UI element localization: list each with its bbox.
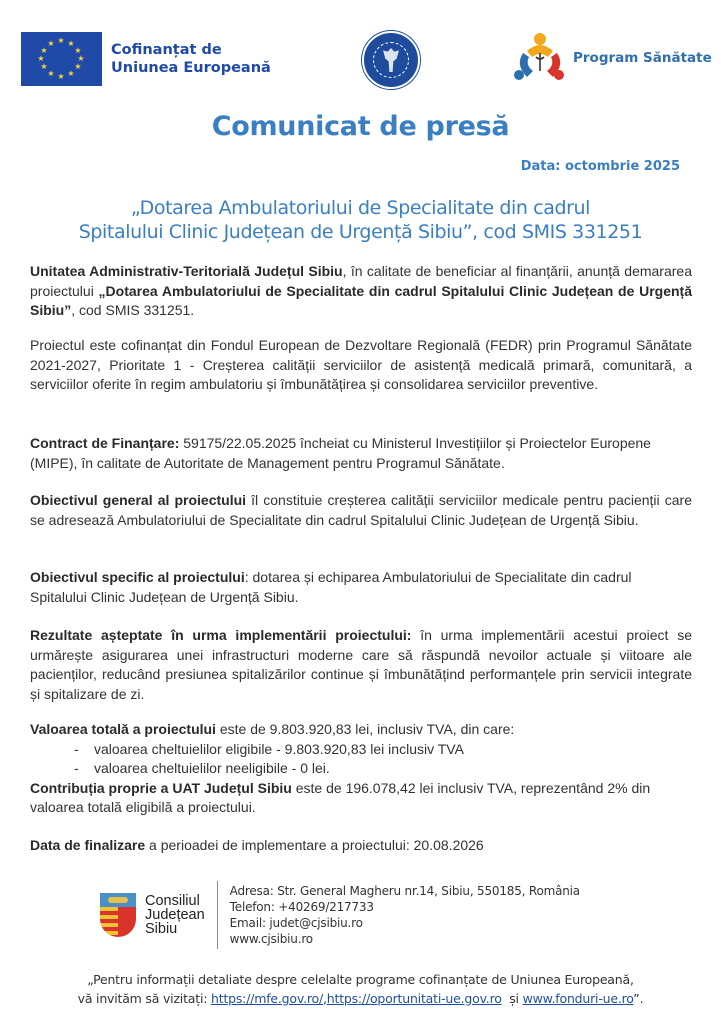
eu-flag-icon: ★ ★ ★ ★ ★ ★ ★ ★ ★ ★ ★ ★ [21, 32, 102, 86]
intro-bold-2: „Dotarea Ambulatoriului de Specialitate din cadrul Spitalului Clinic Județean de Urgență Sibiu” [30, 282, 692, 318]
paragraph-funding [30, 336, 692, 395]
contribution-label: Contribuția proprie a UAT Județul Sibiu [30, 779, 292, 796]
end-date-text: a perioadei de implementare a proiectului: 20.08.2026 [145, 837, 484, 853]
eu-cofinancing-logo [21, 32, 271, 86]
paragraph-contract [30, 434, 692, 473]
closing-line1: „Pentru informații detaliate despre celelalte programe cofinanțate de Uniunea Europeană, [87, 972, 634, 987]
eu-cofinancing-text [111, 41, 271, 77]
project-title-line1: „Dotarea Ambulatoriului de Specialitate din cadrul [130, 197, 591, 219]
link-separator: , [322, 991, 327, 1006]
closing-line2 [0, 989, 721, 1008]
intro-bold-1: Unitatea Administrativ-Teritorială Județul Sibiu [30, 263, 343, 279]
paragraph-specific-objective [30, 568, 692, 607]
general-objective-label: Obiectivul general al proiectului [30, 492, 247, 508]
total-value-label: Valoarea totală a proiectului [30, 721, 216, 737]
paragraph-intro [30, 262, 692, 321]
intro-text-2: , cod SMIS 331251. [71, 302, 195, 318]
total-value-text: este de 9.803.920,83 lei, inclusiv TVA, din care: [215, 721, 515, 737]
program-sanatate-text: Program Sănătate [573, 50, 712, 66]
contribution-text: este de 196.078,42 lei inclusiv TVA, reprezentând 2% din valoarea totală eligibilă a proiectului. [30, 779, 651, 815]
funding-text: Proiectul este cofinanțat din Fondul European de Dezvoltare Regională (FEDR) prin Programul Sănătate 2021-2027, Prioritate 1 - Creșterea calității serviciilor de asistență medicală primară, comunitară, a serviciilor oferite în regim ambulatoriu și îmbunătățirea și consolidarea serviciilor preventive. [30, 337, 692, 392]
eligible-costs-text: valoarea cheltuielilor eligibile - 9.803.920,83 lei inclusiv TVA [94, 740, 464, 757]
paragraph-general-objective [30, 491, 692, 530]
link-oportunitati-ue[interactable]: https://oportunitati-ue.gov.ro [326, 991, 502, 1006]
paragraph-end-date [30, 836, 692, 856]
footer-contact-block [100, 880, 580, 950]
program-sanatate-logo-icon [513, 31, 567, 85]
contract-text: 59175/22.05.2025 încheiat cu Ministerul Investițiilor și Proiectelor Europene (MIPE), în calitate de Autoritate de Management pentru Programul Sănătate. [30, 435, 651, 471]
council-name-line3: Sibiu [145, 921, 178, 937]
paragraph-expected-results [30, 626, 692, 704]
eu-text-line1: Cofinanțat de [111, 42, 222, 58]
dash-bullet-icon: - [74, 740, 79, 757]
project-title-line2: Spitalului Clinic Județean de Urgență Sibiu”, cod SMIS 331251 [78, 221, 643, 243]
council-name-line1: Consiliul [145, 893, 200, 909]
intro-text-1: , în calitate de beneficiar al finanțării, anunță demararea proiectului [30, 263, 692, 299]
closing-suffix: ”. [633, 991, 644, 1006]
dash-bullet-icon: - [74, 760, 79, 776]
contact-phone: Telefon: +40269/217733 [229, 900, 374, 914]
ineligible-costs-text: valoarea cheltuielilor neeligibile - 0 lei. [94, 760, 330, 776]
results-text: în urma implementării acestui proiect se urmărește asigurarea unei infrastructuri moderne care să răspundă nevoilor actuale și viitoare ale pacienților, reducând presiunea spitalizărilor continue și îmbunătățind performanțele prin servicii integrate și spitalizare de zi. [30, 627, 692, 702]
sibiu-coat-of-arms-icon [100, 893, 136, 937]
council-name [145, 894, 205, 936]
results-label: Rezultate așteptate în urma implementării proiectului: [30, 627, 412, 643]
closing-and: și [501, 991, 523, 1006]
vertical-divider [217, 881, 218, 949]
eu-text-line2: Uniunea Europeană [111, 60, 271, 76]
contact-email: Email: judet@cjsibiu.ro [229, 916, 363, 930]
closing-note [0, 970, 721, 1008]
specific-objective-label: Obiectivul specific al proiectului [30, 569, 245, 585]
contribution-line [30, 779, 692, 818]
guvernul-romaniei-seal-icon [362, 31, 420, 89]
header [0, 0, 721, 105]
link-fonduri-ue[interactable]: www.fonduri-ue.ro [522, 991, 634, 1006]
specific-objective-text: : dotarea și echiparea Ambulatoriului de Specialitate din cadrul Spitalului Clinic Județean de Urgență Sibiu. [30, 569, 632, 605]
total-value-line [30, 720, 692, 740]
program-sanatate-logo [513, 31, 712, 85]
page-title: Comunicat de presă [211, 111, 510, 142]
council-name-line2: Județean [145, 907, 205, 923]
contact-details [230, 883, 580, 947]
project-title [0, 196, 721, 244]
general-objective-text: îl constituie creșterea calității serviciilor medicale pentru pacienții care se adresează Ambulatoriului de Specialitate din cadrul Spitalului Clinic Județean de Urgență Sibiu. [30, 492, 692, 528]
contact-address: Adresa: Str. General Magheru nr.14, Sibiu, 550185, România [229, 884, 580, 898]
link-mfe[interactable]: https://mfe.gov.ro/ [211, 991, 323, 1006]
list-item-ineligible [30, 759, 692, 779]
contract-label: Contract de Finanțare: [30, 435, 180, 451]
press-release-date: Data: octombrie 2025 [520, 159, 680, 174]
closing-prefix: vă invităm să vizitați: [77, 991, 212, 1006]
end-date-label: Data de finalizare [30, 837, 146, 853]
list-item-eligible [30, 740, 692, 760]
paragraph-project-value [30, 720, 692, 818]
contact-website: www.cjsibiu.ro [229, 932, 313, 946]
